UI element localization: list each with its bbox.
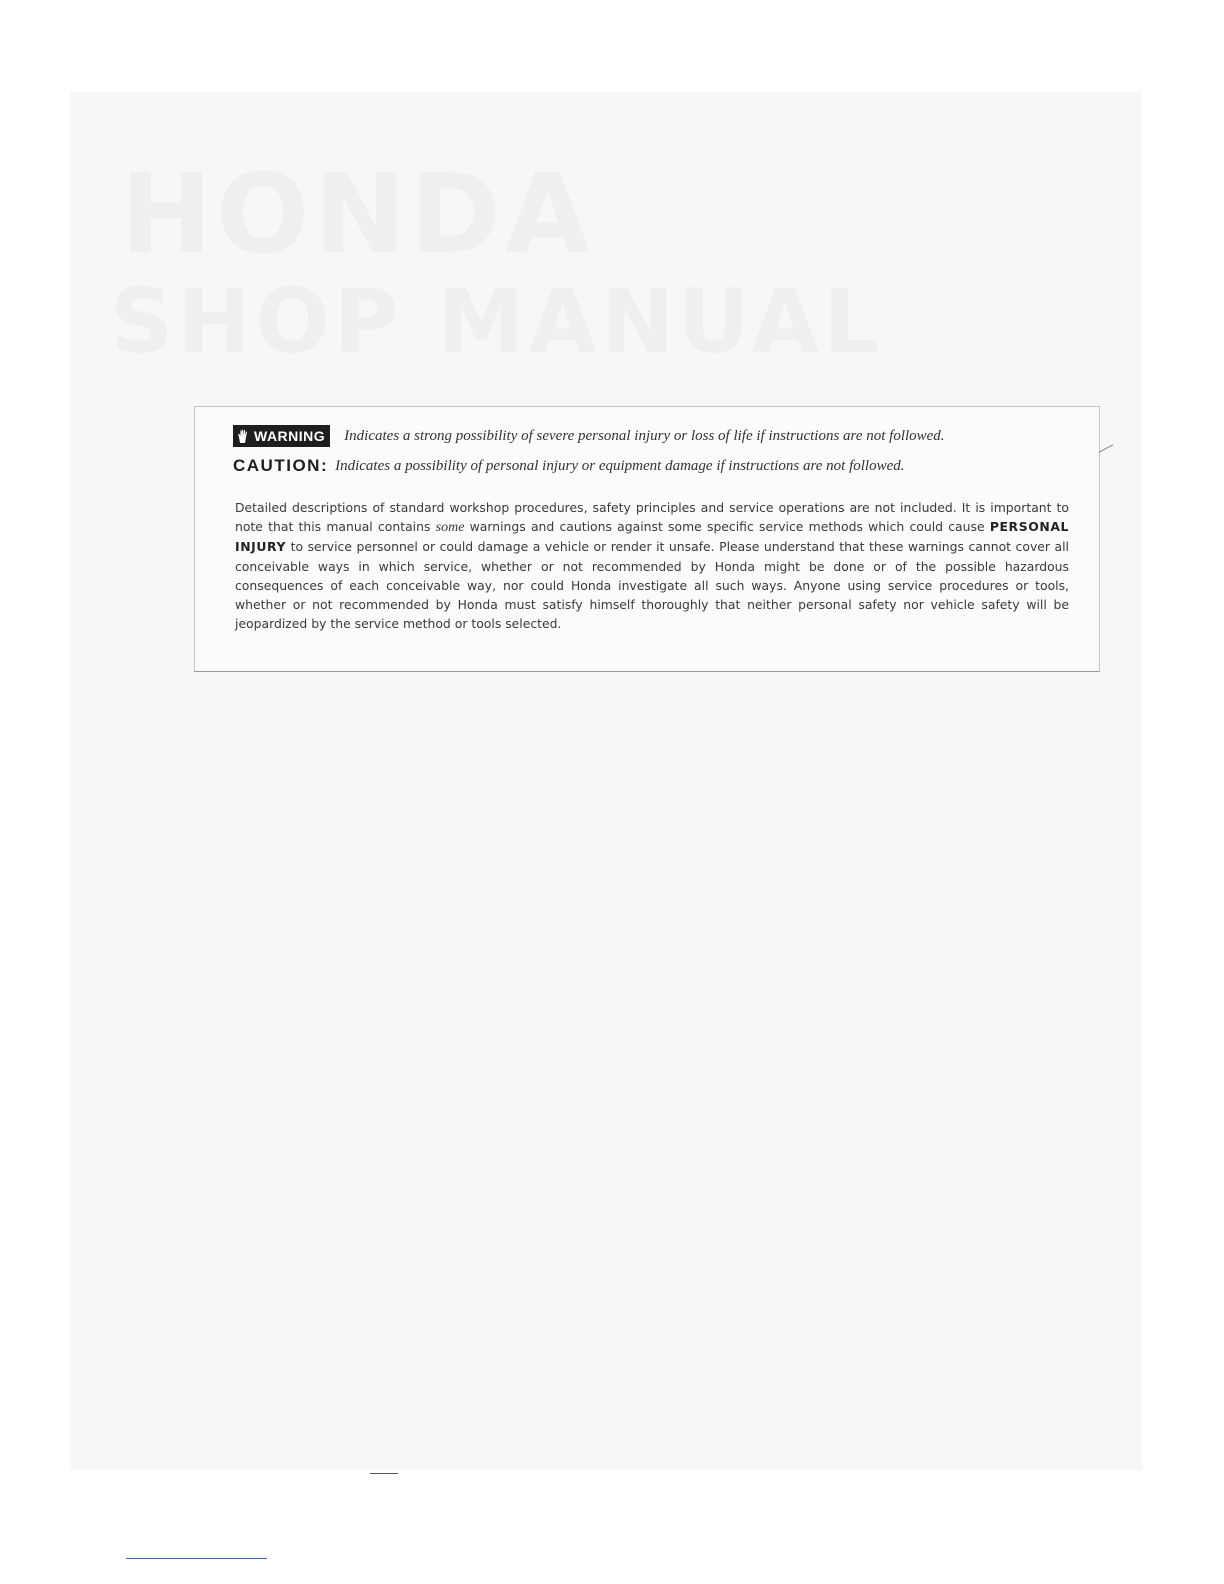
bleed-through-subtitle: SHOP MANUAL (110, 270, 884, 373)
disclaimer-strong: PERSONAL INJURY (235, 519, 1070, 555)
warning-description: Indicates a strong possibility of severe personal injury or loss of life if instructions are not followed. (344, 427, 945, 444)
caution-description: Indicates a possibility of personal injury or equipment damage if instructions are not followed. (335, 457, 905, 474)
disclaimer-text-2: warnings and cautions against some specific service methods which could cause (464, 519, 990, 535)
disclaimer-text-3: to service personnel or could damage a vehicle or render it unsafe. Please understand that these warnings cannot cover all conceivable ways in which service, whether or not recommended by Honda might be done or of the possible hazardous consequences of each conceivable way, nor could Honda investigate all such ways. Anyone using service procedures or tools, whether or not recommended by Honda must satisfy himself thoroughly that neither personal safety nor vehicle safety will be jeopardized by the service method or tools selected. (235, 539, 1069, 632)
safety-notice-box (194, 406, 1100, 672)
disclaimer-emphasis: some (435, 520, 465, 536)
bottom-scan-mark (370, 1473, 398, 1474)
warning-badge-label: WARNING (254, 428, 326, 444)
footer-rule (126, 1558, 267, 1559)
disclaimer-text-1: Detailed descriptions of standard workshop procedures, safety principles and service operations are not included. It is important to note that this manual contains (235, 500, 1069, 535)
warning-badge (233, 425, 330, 447)
caution-line (233, 456, 905, 476)
disclaimer-paragraph (235, 498, 1069, 633)
caution-label: CAUTION: (233, 456, 329, 475)
raised-hand-icon (237, 429, 251, 444)
warning-line (233, 425, 945, 447)
bleed-through-title: HONDA (120, 150, 595, 278)
